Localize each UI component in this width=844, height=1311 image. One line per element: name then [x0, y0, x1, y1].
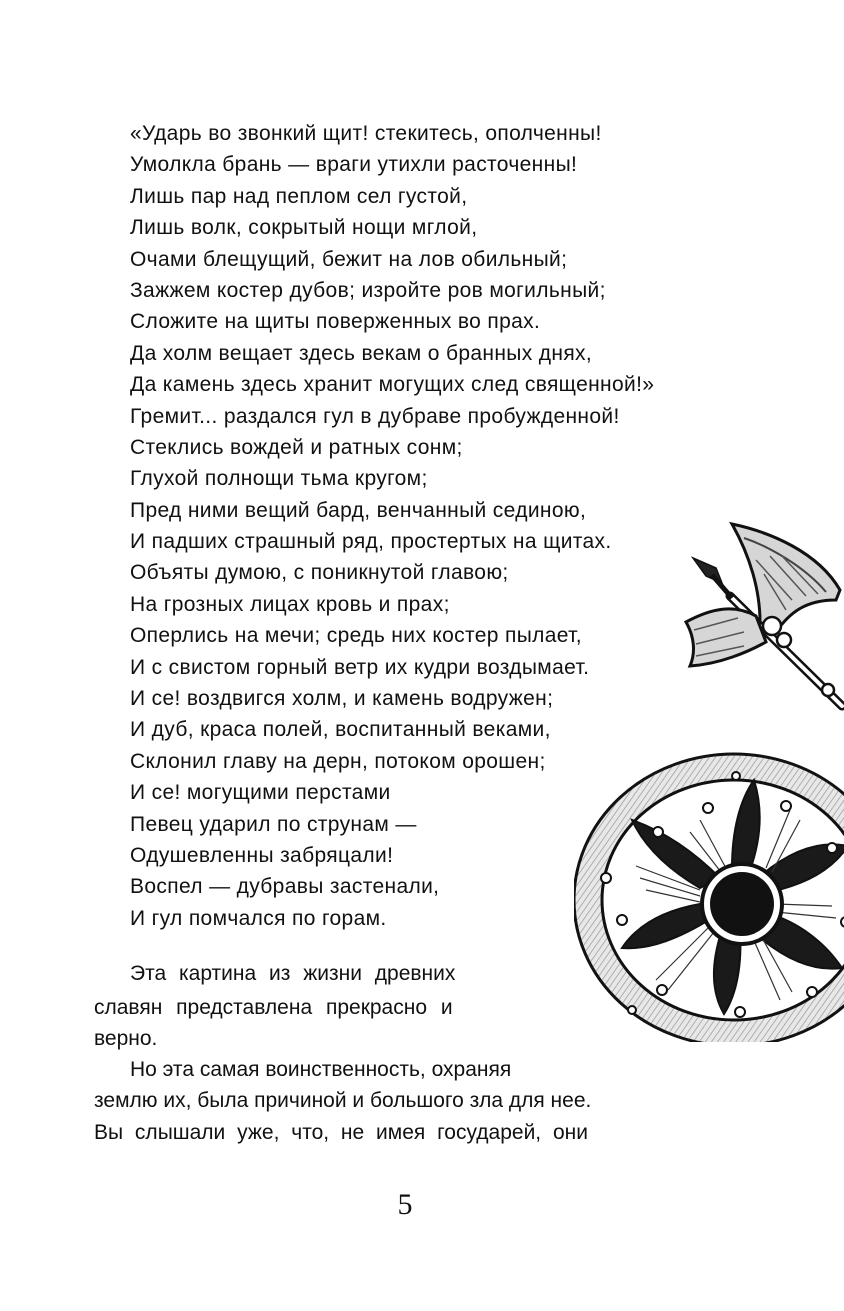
poem-line: Сложите на щиты поверженных во прах.: [130, 310, 541, 334]
poem-line: Да холм вещает здесь векам о бранных днях,: [130, 341, 593, 365]
poem-line: Гремит... раздался гул в дубраве пробужденной!: [130, 404, 620, 428]
poem-line: Глухой полнощи тьма кругом;: [130, 467, 428, 491]
poem-line: Да камень здесь хранит могущих след священной!»: [130, 373, 655, 397]
poem-line: Очами блещущий, бежит на лов обильный;: [130, 247, 568, 271]
poem-line: Певец ударил по струнам —: [130, 812, 417, 836]
poem-line: Зажжем костер дубов; изройте ров могильный;: [130, 278, 606, 302]
poem-line: И се! могущими перстами: [130, 781, 391, 805]
poem-line: «Ударь во звонкий щит! стекитесь, ополченны!: [130, 122, 602, 145]
poem-line: Одушевленны забряцали!: [130, 843, 394, 867]
poem-line: И с свистом горный ветр их кудри воздымает.: [130, 655, 590, 679]
poem-line: И дуб, краса полей, воспитанный веками,: [130, 718, 551, 742]
poem-line: Объяты думою, с поникнутой главою;: [130, 561, 509, 585]
poem-line: И гул помчался по горам.: [130, 906, 387, 930]
page-number: 5: [397, 1188, 413, 1221]
prose-line: верно.: [94, 1027, 158, 1050]
prose-line: славян представлена прекрасно и: [94, 996, 453, 1019]
poem-line: Стеклись вождей и ратных сонм;: [130, 435, 463, 459]
poem-line: Склонил главу на дерн, потоком орошен;: [130, 749, 546, 773]
prose-line: землю их, была причиной и большого зла для нее.: [94, 1089, 592, 1112]
prose-line: Но эта самая воинственность, охраняя: [130, 1058, 512, 1081]
poem-line: Лишь пар над пеплом сел густой,: [130, 184, 468, 208]
poem-line: И се! воздвигся холм, и камень водружен;: [130, 687, 554, 711]
poem-line: Воспел — дубравы застенали,: [130, 875, 440, 899]
prose-line: Эта картина из жизни древних: [130, 962, 456, 985]
round-shield-illustration: [574, 752, 844, 1042]
poem-line: Пред ними вещий бард, венчанный сединою,: [130, 498, 587, 522]
poem-line: Умолкла брань — враги утихли расточенны!: [130, 153, 578, 177]
battle-axe-illustration: [684, 514, 844, 714]
poem-line: Лишь волк, сокрытый нощи мглой,: [130, 216, 478, 240]
poem-line: На грозных лицах кровь и прах;: [130, 592, 450, 616]
prose-line: Вы слышали уже, что, не имея государей, они: [94, 1121, 588, 1144]
poem-line: Оперлись на мечи; средь них костер пылает,: [130, 624, 582, 648]
poem-line: И падших страшный ряд, простертых на щитах.: [130, 530, 612, 554]
